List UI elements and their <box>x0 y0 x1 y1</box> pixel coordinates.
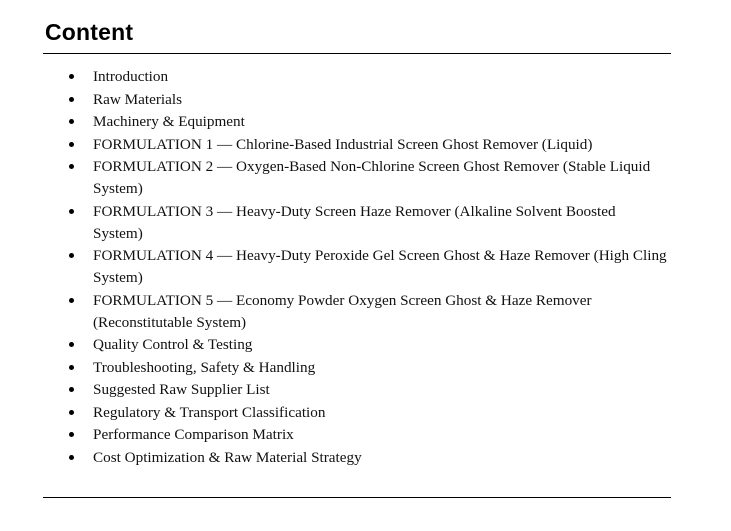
toc-item-quality-control[interactable]: Quality Control & Testing <box>93 334 668 356</box>
toc-item-formulation-1[interactable]: FORMULATION 1 — Chlorine-Based Industrial Screen Ghost Remover (Liquid) <box>93 134 668 156</box>
toc-item-troubleshooting[interactable]: Troubleshooting, Safety & Handling <box>93 357 668 379</box>
table-of-contents <box>93 66 668 469</box>
toc-item-machinery[interactable]: Machinery & Equipment <box>93 111 668 133</box>
toc-item-performance-matrix[interactable]: Performance Comparison Matrix <box>93 424 668 446</box>
toc-item-supplier-list[interactable]: Suggested Raw Supplier List <box>93 379 668 401</box>
toc-item-introduction[interactable]: Introduction <box>93 66 668 88</box>
toc-item-formulation-2[interactable]: FORMULATION 2 — Oxygen-Based Non-Chlorine Screen Ghost Remover (Stable Liquid System) <box>93 156 668 200</box>
toc-item-formulation-4[interactable]: FORMULATION 4 — Heavy-Duty Peroxide Gel Screen Ghost & Haze Remover (High Cling System) <box>93 245 668 289</box>
page-title: Content <box>45 19 134 45</box>
toc-item-regulatory[interactable]: Regulatory & Transport Classification <box>93 402 668 424</box>
divider-top <box>43 53 671 54</box>
divider-bottom <box>43 497 671 498</box>
toc-item-formulation-3[interactable]: FORMULATION 3 — Heavy-Duty Screen Haze Remover (Alkaline Solvent Boosted System) <box>93 201 668 245</box>
toc-item-raw-materials[interactable]: Raw Materials <box>93 89 668 111</box>
toc-item-cost-optimization[interactable]: Cost Optimization & Raw Material Strategy <box>93 447 668 469</box>
toc-item-formulation-5[interactable]: FORMULATION 5 — Economy Powder Oxygen Screen Ghost & Haze Remover (Reconstitutable System) <box>93 290 668 334</box>
